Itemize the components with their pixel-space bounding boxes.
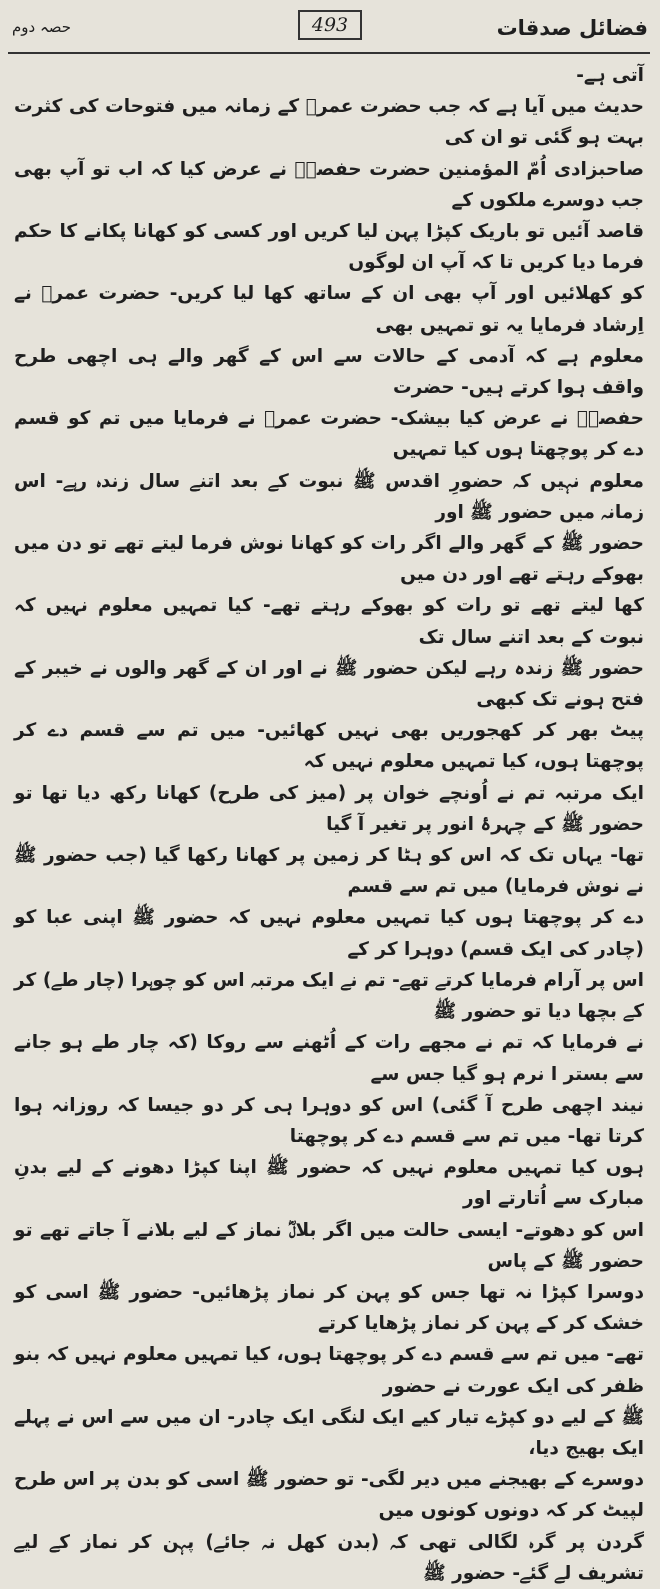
text-line: دوسرے کے بھیجنے میں دیر لگی- تو حضور ﷺ اسی کو بدن پر اس طرح لپیٹ کر کہ دونوں کونوں میں — [14, 1469, 644, 1522]
text-line: قاصد آئیں تو باریک کپڑا پہن لیا کریں اور کسی کو کھانا پکانے کا حکم فرما دیا کریں تا کہ آپ ان لوگوں — [14, 221, 644, 274]
text-line: معلوم ہے کہ آدمی کے حالات سے اس کے گھر والے ہی اچھی طرح واقف ہوا کرتے ہیں- حضرت — [14, 345, 644, 399]
text-line: حدیث میں آیا ہے کہ جب حضرت عمرؓ کے زمانہ میں فتوحات کی کثرت بہت ہو گئی تو ان کی — [14, 96, 644, 149]
text-line: صاحبزادی اُمّ المؤمنین حضرت حفصہؓ نے عرض کیا کہ اب تو آپ بھی جب دوسرے ملکوں کے — [14, 158, 644, 211]
text-line: نیند اچھی طرح آ گئی) اس کو دوہرا ہی کر دو جیسا کہ روزانہ ہوا کرتا تھا- میں تم سے قسم دے کر پوچھتا — [14, 1094, 644, 1147]
header-rule — [8, 52, 650, 54]
text-line: پیٹ بھر کر کھجوریں بھی نہیں کھائیں- میں تم سے قسم دے کر پوچھتا ہوں، کیا تمہیں معلوم نہیں کہ — [14, 720, 644, 773]
text-line: تھے- میں تم سے قسم دے کر پوچھتا ہوں، کیا تمہیں معلوم نہیں کہ بنو ظفر کی ایک عورت نے حضور — [14, 1344, 644, 1397]
page-header — [8, 6, 652, 50]
text-line: گردن پر گرہ لگالی تھی کہ (بدن کھل نہ جائے) پہن کر نماز کے لیے تشریف لے گئے- حضور ﷺ — [14, 1531, 644, 1584]
text-line: معلوم نہیں کہ حضورِ اقدس ﷺ نبوت کے بعد اتنے سال زندہ رہے- اس زمانہ میں حضور ﷺ اور — [14, 470, 644, 523]
book-title: فضائل صدقات — [496, 16, 648, 40]
text-line: ایک مرتبہ تم نے اُونچے خوان پر (میز کی طرح) کھانا رکھ دیا تھا تو حضور ﷺ کے چہرۂ انور پر تغیر آ گیا — [14, 782, 644, 835]
text-line: نے فرمایا کہ تم نے مجھے رات کے اُٹھنے سے روکا (کہ چار طے ہو جانے سے بستر ا نرم ہو گیا جس سے — [14, 1032, 644, 1085]
text-line: تھا- یہاں تک کہ اس کو ہٹا کر زمین پر کھانا رکھا گیا (جب حضور ﷺ نے نوش فرمایا) میں تم سے قسم — [14, 845, 644, 898]
text-line: آتی ہے- — [576, 65, 644, 86]
text-line: کو کھلائیں اور آپ بھی ان کے ساتھ کھا لیا کریں- حضرت عمرؓ نے اِرشاد فرمایا یہ تو تمہیں بھی — [14, 283, 644, 336]
text-line: حفصہؓ نے عرض کیا بیشک- حضرت عمرؓ نے فرمایا میں تم کو قسم دے کر پوچھتا ہوں کیا تمہیں — [14, 408, 644, 461]
page-number: 493 — [298, 10, 362, 40]
text-line: کھا لیتے تھے تو رات کو بھوکے رہتے تھے- کیا تمہیں معلوم نہیں کہ نبوت کے بعد اتنے سال تک — [14, 595, 644, 648]
text-line: حضور ﷺ زندہ رہے لیکن حضور ﷺ نے اور ان کے گھر والوں نے خیبر کے فتح ہونے تک کبھی — [14, 657, 644, 711]
text-line: حضور ﷺ کے گھر والے اگر رات کو کھانا نوش فرما لیتے تھے تو دن میں بھوکے رہتے تھے اور دن میں — [14, 533, 644, 586]
section-label: حصہ دوم — [12, 18, 72, 36]
text-line: اس پر آرام فرمایا کرتے تھے- تم نے ایک مرتبہ اس کو چوہرا (چار طے) کر کے بچھا دیا تو حضور ﷺ — [14, 969, 644, 1023]
body-text — [14, 60, 644, 1584]
text-line: اس کو دھوتے- ایسی حالت میں اگر بلالؓ نماز کے لیے بلانے آ جاتے تھے تو حضور ﷺ کے پاس — [14, 1219, 644, 1272]
text-line: دوسرا کپڑا نہ تھا جس کو پہن کر نماز پڑھائیں- حضور ﷺ اسی کو خشک کر کے پہن کر نماز پڑھایا کرتے — [14, 1281, 644, 1335]
text-line: ﷺ کے لیے دو کپڑے تیار کیے ایک لنگی ایک چادر- ان میں سے اس نے پہلے ایک بھیج دیا، — [14, 1406, 644, 1459]
text-line: ہوں کیا تمہیں معلوم نہیں کہ حضور ﷺ اپنا کپڑا دھونے کے لیے بدنِ مبارک سے اُتارتے اور — [14, 1157, 644, 1210]
text-line: دے کر پوچھتا ہوں کیا تمہیں معلوم نہیں کہ حضور ﷺ اپنی عبا کو (چادر کی ایک قسم) دوہرا کر کے — [14, 907, 644, 960]
